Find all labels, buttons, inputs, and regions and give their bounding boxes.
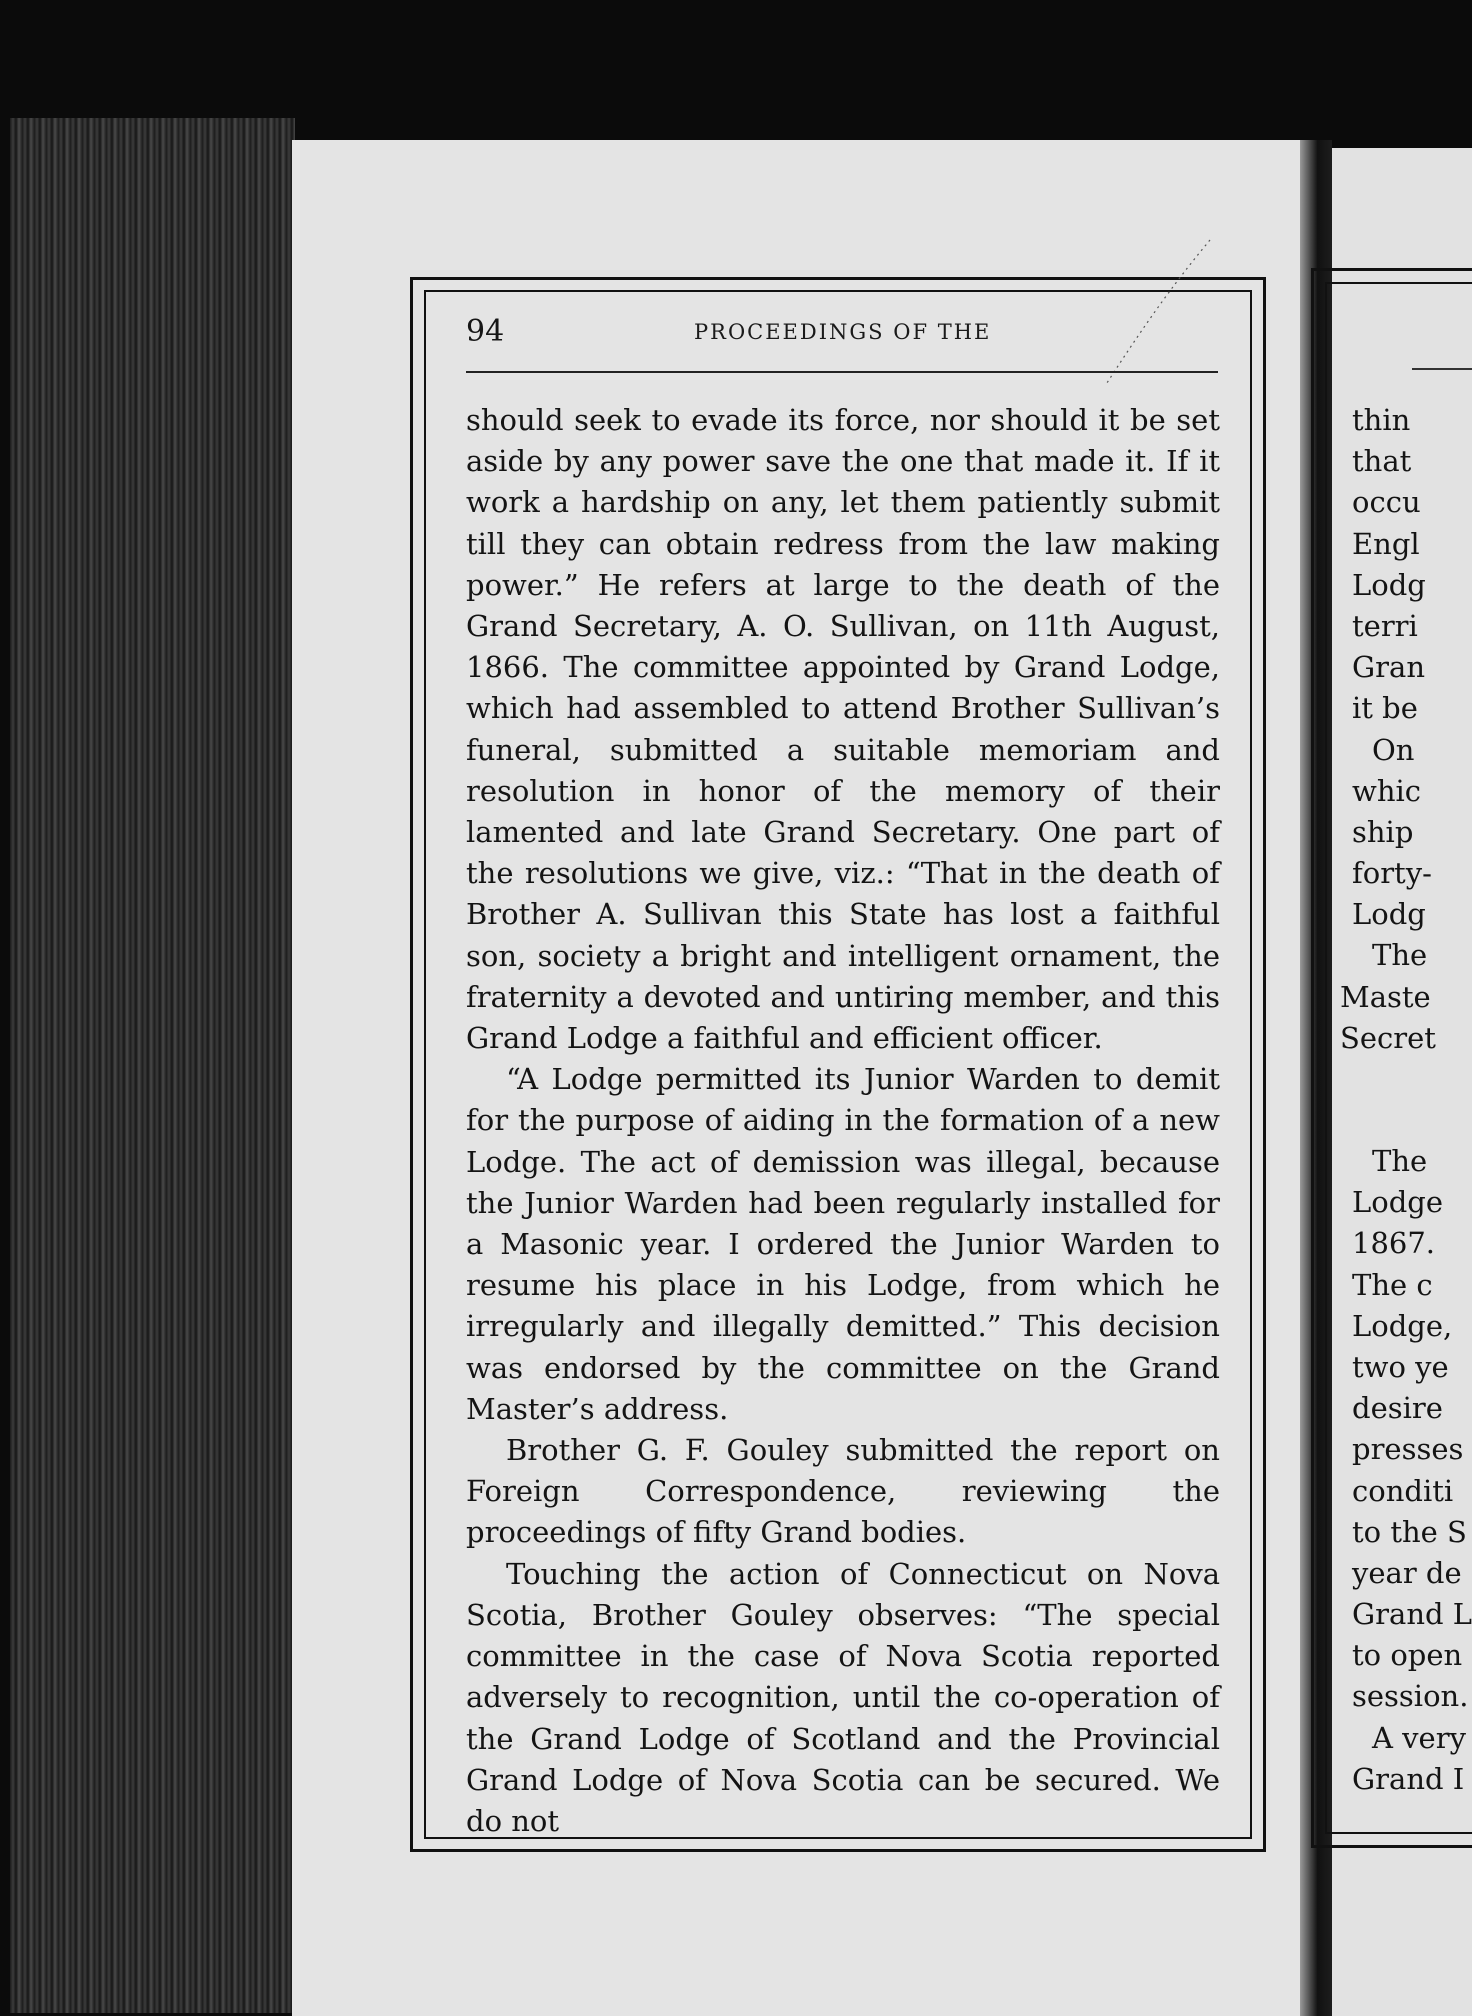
facing-line: year de bbox=[1352, 1555, 1462, 1590]
paragraph: Brother G. F. Gouley submitted the report on Foreign Correspondence, reviewing the proceedings of fifty Grand bodies. bbox=[466, 1433, 1220, 1550]
facing-line: conditi bbox=[1352, 1473, 1454, 1508]
facing-line: it be bbox=[1352, 691, 1418, 726]
facing-line: Secret bbox=[1340, 1020, 1436, 1055]
facing-line: The c bbox=[1352, 1267, 1433, 1302]
facing-line: two ye bbox=[1352, 1349, 1449, 1384]
facing-line: that bbox=[1352, 444, 1412, 479]
facing-line: presses bbox=[1352, 1432, 1464, 1467]
facing-line: On bbox=[1372, 732, 1415, 767]
facing-line: occu bbox=[1352, 485, 1421, 520]
paragraph: “A Lodge permitted its Junior Warden to demit for the purpose of aiding in the formation of a new Lodge. The act of demission was illegal, because the Junior Warden had been regularly installed for a Masonic year. I ordered the Junior Warden to resume his place in his Lodge, from which he irregularly and illegally demitted.” This decision was endorsed by the committee on the Grand Master’s address. bbox=[466, 1062, 1220, 1426]
facing-line: A very bbox=[1372, 1720, 1466, 1755]
facing-line: terri bbox=[1352, 608, 1418, 643]
facing-line: Maste bbox=[1340, 979, 1431, 1014]
facing-line: Gran bbox=[1352, 650, 1425, 685]
book-page-edges bbox=[10, 118, 295, 2013]
page-header bbox=[466, 310, 1218, 358]
facing-line: Lodg bbox=[1352, 567, 1426, 602]
facing-line: Grand L bbox=[1352, 1597, 1472, 1632]
header-rule bbox=[466, 371, 1218, 373]
facing-line: Lodg bbox=[1352, 897, 1426, 932]
facing-line: The bbox=[1372, 938, 1428, 973]
facing-gap bbox=[1352, 1059, 1472, 1141]
paragraph: should seek to evade its force, nor should it be set aside by any power save the one that made it. If it work a hardship on any, let them patiently submit till they can obtain redress from the law making power.” He refers at large to the death of the Grand Secretary, A. O. Sullivan, on 11th August, 1866. The committee appointed by Grand Lodge, which had assembled to attend Brother Sullivan’s funeral, submitted a suitable memoriam and resolution in honor of the memory of their lamented and late Grand Secretary. One part of the resolutions we give, viz.: “That in the death of Brother A. Sullivan this State has lost a faithful son, society a bright and intelligent ornament, the fraternity a devoted and untiring member, and this Grand Lodge a faithful and efficient officer. bbox=[466, 403, 1220, 1056]
facing-line: Lodge bbox=[1352, 1185, 1444, 1220]
body-text bbox=[466, 400, 1220, 1842]
paragraph: Touching the action of Connecticut on Nova Scotia, Brother Gouley observes: “The special committee in the case of Nova Scotia reported adversely to recognition, until the co-operation of the Grand Lodge of Scotland and the Provincial Grand Lodge of Nova Scotia can be secured. We do not bbox=[466, 1556, 1220, 1838]
facing-line: 1867. bbox=[1352, 1226, 1436, 1261]
facing-line: thin bbox=[1352, 403, 1411, 437]
facing-line: desire bbox=[1352, 1391, 1443, 1426]
facing-line: session. bbox=[1352, 1679, 1469, 1714]
facing-line: Grand I bbox=[1352, 1761, 1465, 1796]
page-number: 94 bbox=[466, 314, 505, 349]
running-head: PROCEEDINGS OF THE bbox=[694, 320, 992, 344]
facing-line: ship bbox=[1352, 814, 1414, 849]
facing-line: to open bbox=[1352, 1638, 1463, 1673]
facing-line: The bbox=[1372, 1144, 1428, 1178]
facing-header-rule bbox=[1412, 368, 1472, 370]
facing-line: Lodge, bbox=[1352, 1308, 1453, 1343]
facing-line: Engl bbox=[1352, 526, 1420, 561]
facing-page-text bbox=[1340, 400, 1472, 1800]
facing-line: to the S bbox=[1352, 1514, 1467, 1549]
facing-line: whic bbox=[1352, 773, 1422, 808]
facing-line: forty- bbox=[1352, 856, 1432, 891]
